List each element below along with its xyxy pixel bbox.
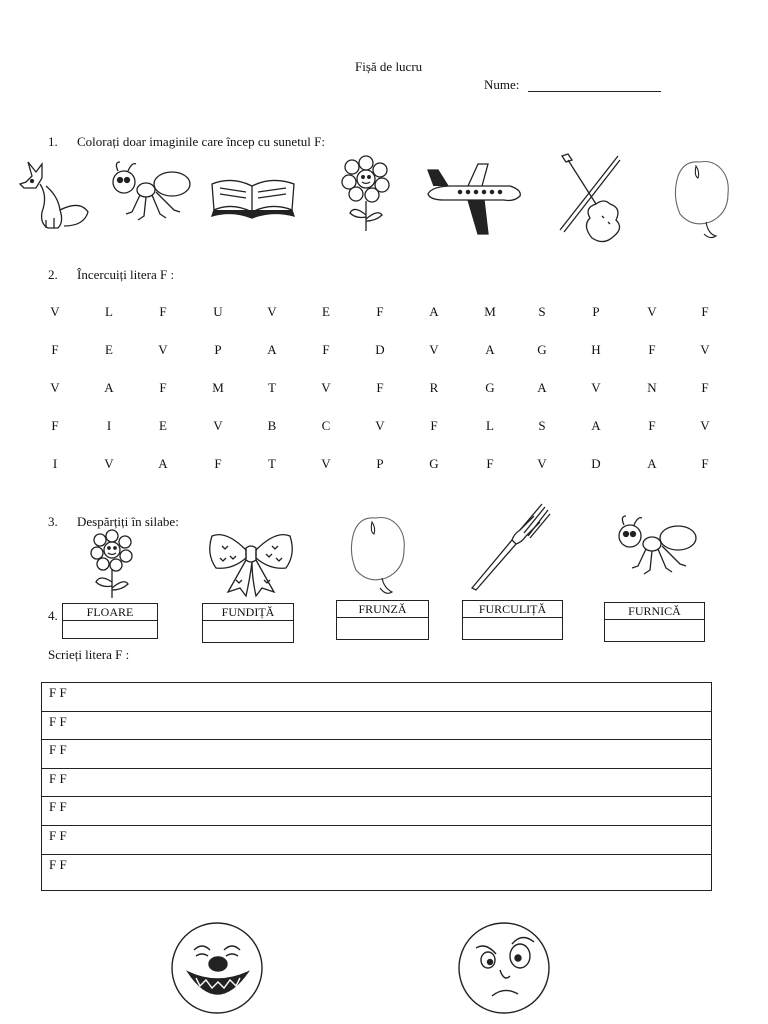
grid-letter[interactable]: A [485,342,495,357]
writing-row[interactable]: F F [49,856,67,872]
grid-letter[interactable]: V [375,418,385,433]
grid-letter[interactable]: F [376,304,384,319]
exercise4-instruction: Scrieți litera F : [48,647,130,662]
grid-letter[interactable]: A [158,456,168,471]
exercise4-number: 4. [48,608,58,623]
writing-row[interactable]: F F [42,683,711,712]
grid-letter[interactable]: E [159,418,167,433]
writing-row[interactable]: F F [42,769,711,798]
grid-letter[interactable]: S [538,418,546,433]
grid-letter[interactable]: P [214,342,222,357]
word-box-frunza[interactable] [336,600,429,640]
leaf-icon [346,512,412,596]
grid-letter[interactable]: B [267,418,277,433]
exercise1-number: 1. [48,134,58,149]
grid-letter[interactable]: V [104,456,114,471]
exercise2-number: 2. [48,267,58,282]
airplane-icon[interactable] [424,160,524,238]
grid-letter[interactable]: F [51,342,59,357]
happy-face-icon[interactable] [170,920,264,1016]
writing-row[interactable]: F F [42,797,711,826]
grid-letter[interactable]: F [648,342,656,357]
grid-letter[interactable]: F [701,456,709,471]
exercise3-number: 3. [48,514,58,529]
leaf-icon[interactable] [670,156,734,242]
grid-letter[interactable]: F [701,380,709,395]
grid-letter[interactable]: E [105,342,113,357]
exercise3-instruction: Despărțiți în silabe: [77,514,179,529]
grid-letter[interactable]: V [700,418,710,433]
flower-icon [82,530,142,600]
grid-letter[interactable]: E [322,304,330,319]
grid-letter[interactable]: G [537,342,547,357]
flower-icon[interactable] [336,155,396,233]
grid-letter[interactable]: V [647,304,657,319]
grid-letter[interactable]: L [105,304,113,319]
grid-letter[interactable]: I [106,418,112,433]
grid-letter[interactable]: L [486,418,494,433]
grid-letter[interactable]: A [104,380,114,395]
word-label: FURNICĂ [605,603,704,620]
sad-face-icon[interactable] [456,920,552,1016]
word-box-fundita[interactable] [202,603,294,643]
grid-letter[interactable]: P [376,456,384,471]
writing-row[interactable]: F F [42,712,711,741]
exercise1-instruction: Colorați doar imaginile care încep cu sunetul F: [77,134,326,149]
grid-letter[interactable]: I [52,456,58,471]
grid-letter[interactable]: M [484,304,496,319]
grid-letter[interactable]: F [701,304,709,319]
grid-letter[interactable]: N [647,380,657,395]
grid-letter[interactable]: V [50,304,60,319]
grid-letter[interactable]: F [376,380,384,395]
violin-icon[interactable] [556,152,632,246]
grid-letter[interactable]: V [537,456,547,471]
grid-letter[interactable]: V [267,304,277,319]
grid-letter[interactable]: V [321,380,331,395]
exercise2-instruction: Încercuiți litera F : [77,267,175,282]
grid-letter[interactable]: C [321,418,331,433]
grid-letter[interactable]: A [647,456,657,471]
fork-icon [468,500,552,592]
grid-letter[interactable]: D [591,456,601,471]
name-label: Nume: [484,77,520,92]
book-icon[interactable] [208,170,298,220]
grid-letter[interactable]: F [486,456,494,471]
grid-letter[interactable]: V [213,418,223,433]
word-box-floare[interactable] [62,603,158,639]
grid-letter[interactable]: V [321,456,331,471]
grid-letter[interactable]: V [591,380,601,395]
grid-letter[interactable]: F [322,342,330,357]
grid-letter[interactable]: A [267,342,277,357]
word-label: FURCULIȚĂ [463,601,562,618]
grid-letter[interactable]: P [592,304,600,319]
grid-letter[interactable]: F [430,418,438,433]
grid-letter[interactable]: F [159,380,167,395]
fox-icon[interactable] [18,156,92,232]
grid-letter[interactable]: A [591,418,601,433]
grid-letter[interactable]: F [159,304,167,319]
ant-icon[interactable] [106,160,192,230]
grid-letter[interactable]: D [375,342,385,357]
grid-letter[interactable]: T [268,456,276,471]
word-box-furnica[interactable] [604,602,705,642]
grid-letter[interactable]: V [700,342,710,357]
grid-letter[interactable]: S [538,304,546,319]
name-field[interactable] [528,91,661,92]
grid-letter[interactable]: U [213,304,223,319]
grid-letter[interactable]: G [429,456,439,471]
grid-letter[interactable]: F [51,418,59,433]
grid-letter[interactable]: H [591,342,601,357]
bow-icon [206,526,296,598]
grid-letter[interactable]: T [268,380,276,395]
grid-letter[interactable]: F [648,418,656,433]
word-label: FRUNZĂ [337,601,428,618]
word-box-furculita[interactable] [462,600,563,640]
grid-letter[interactable]: G [485,380,495,395]
grid-letter[interactable]: A [537,380,547,395]
grid-letter[interactable]: F [214,456,222,471]
word-label: FUNDIȚĂ [203,604,293,621]
page-title: Fișă de lucru [355,59,423,74]
grid-letter[interactable]: A [429,304,439,319]
grid-letter[interactable]: V [50,380,60,395]
ant-icon [612,514,698,584]
grid-letter[interactable]: M [212,380,224,395]
writing-area[interactable] [41,682,712,891]
writing-row[interactable]: F F [42,826,711,855]
grid-letter[interactable]: V [158,342,168,357]
grid-letter[interactable]: V [429,342,439,357]
grid-letter[interactable]: R [429,380,439,395]
word-label: FLOARE [63,604,157,621]
writing-row[interactable]: F F [42,740,711,769]
